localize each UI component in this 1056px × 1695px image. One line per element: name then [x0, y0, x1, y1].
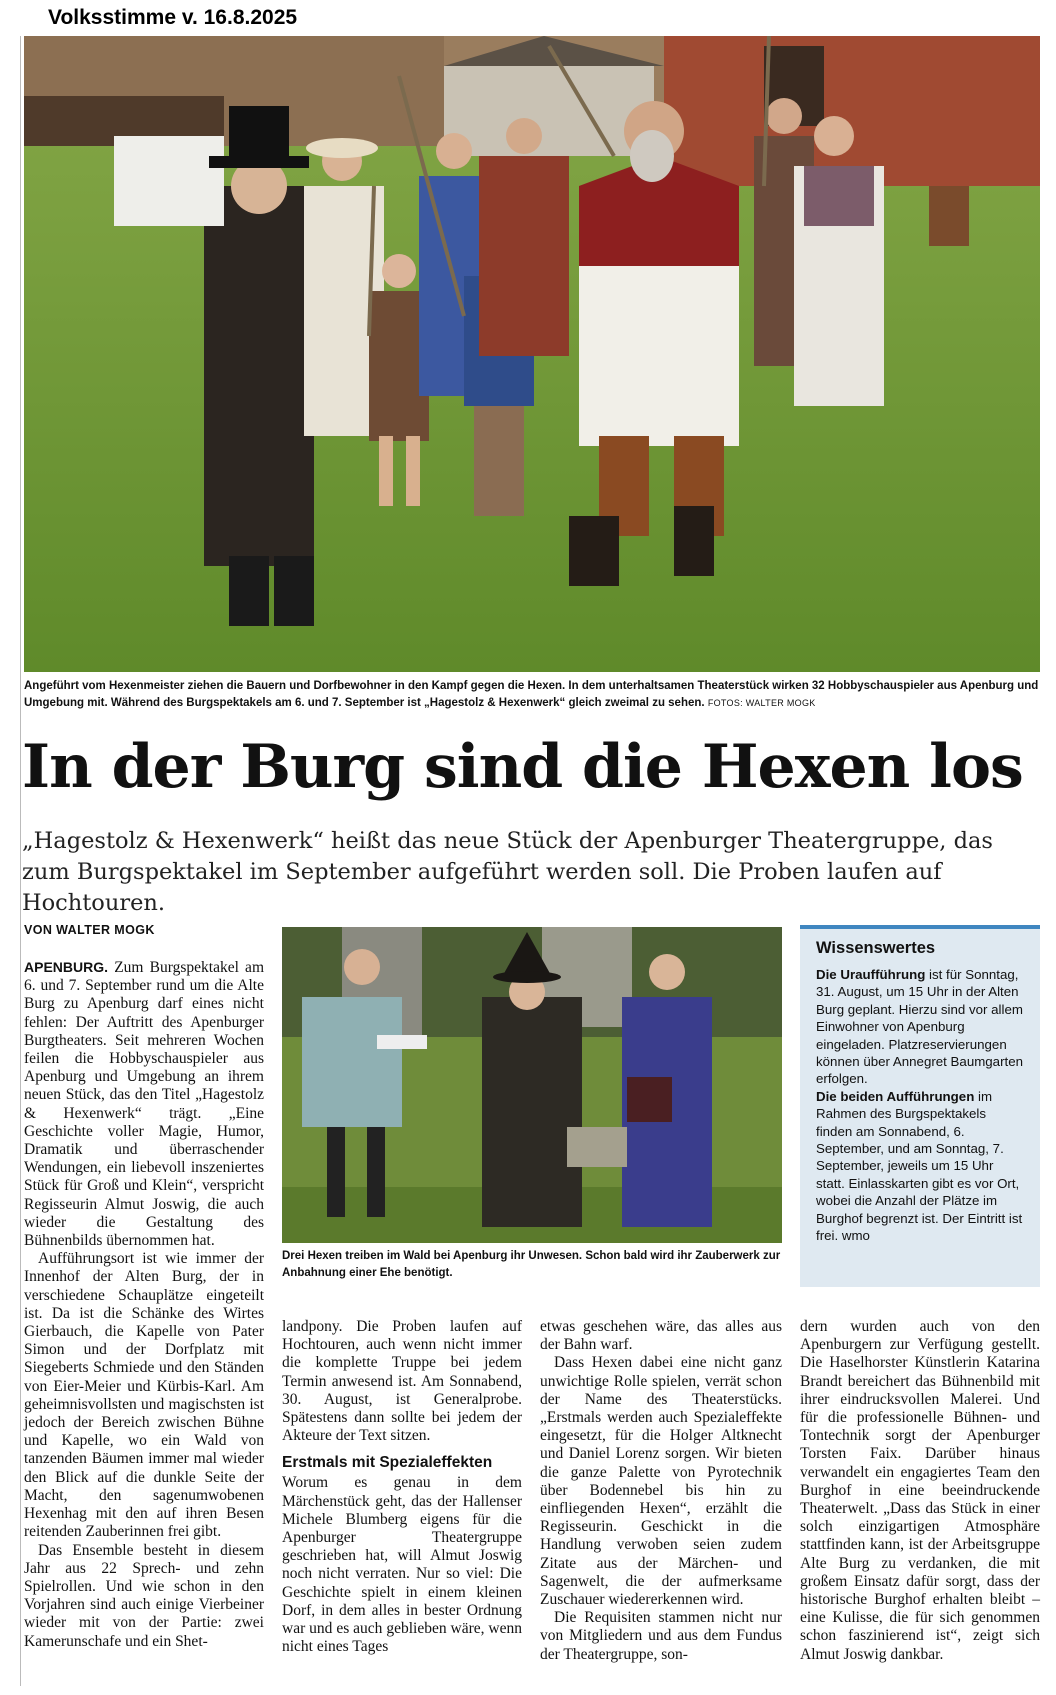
article-paragraph: Die Requisiten stammen nicht nur von Mitgliedern und aus dem Fundus der Theatergruppe, son- — [540, 1609, 782, 1663]
article-paragraph: landpony. Die Proben laufen auf Hochtouren, auch wenn nicht immer die komplette Truppe bei jedem Termin anwesend ist. Am Sonnabend, 30. August, ist Generalprobe. Spätestens dann sollte bei jedem der Akteure der Text sitzen. — [282, 1318, 522, 1445]
main-photo — [24, 36, 1040, 672]
info-box-lead: Die beiden Aufführungen — [816, 1088, 975, 1104]
article-paragraph: Aufführungsort ist wie immer der Innenhof der Alten Burg, der in verschiedene Schauplätze eingeteilt ist. Da ist die Schänke des Wirtes Gierbauch, die Kapelle von Pater Simon und der Dorfplatz mit Siegeberts Schmiede und den Ständen von Eier-Meier und Kürbis-Karl. Am geheimnisvollsten und magischsten ist jedoch der Bereich zwischen Bühne und Kapelle, wo ein Wald von tanzenden Bäumen immer mal wieder den Blick auf die dunkle Seite der Macht, den sagenumwobenen Hexenhag mit den auf ihren Besen reitenden Zauberinnen frei gibt. — [24, 1250, 264, 1541]
headline: In der Burg sind die Hexen los — [22, 732, 1023, 802]
article-paragraph: etwas geschehen wäre, das alles aus der Bahn warf. — [540, 1318, 782, 1354]
article-column-1 — [24, 958, 264, 1651]
info-box-text: ist für Sonntag, 31. August, um 15 Uhr in der Alten Burg geplant. Hierzu sind vor allem Einwohner von Apenburg eingeladen. Platzreservierungen können über Annegret Baumgarten erfolgen. — [816, 967, 1023, 1087]
article-paragraph — [24, 958, 264, 1250]
info-box-paragraph — [816, 966, 1024, 1088]
witches-photo — [282, 927, 782, 1243]
main-photo-caption — [24, 678, 1040, 712]
column-rule — [20, 36, 21, 1686]
info-box-paragraph — [816, 1088, 1024, 1245]
source-label: Volksstimme v. 16.8.2025 — [48, 6, 298, 29]
subheadline: „Hagestolz & Hexenwerk“ heißt das neue Stück der Apenburger Theatergruppe, das zum Burgspektakel im September aufgeführt werden soll. Die Proben laufen auf Hochtouren. — [22, 828, 993, 916]
photo-credit: FOTOS: WALTER MOGK — [707, 698, 816, 708]
article-paragraph: Dass Hexen dabei eine nicht ganz unwichtige Rolle spielen, verrät schon der Name des Theaterstücks. „Erstmals werden auch Spezialeffekte eingesetzt, für die Holger Altknecht und Daniel Lorenz sorgen. Wir bieten die ganze Palette von Pyrotechnik über Bodennebel bis hin zu einfliegenden Hexen“, erzählt die Regisseurin. Geschickt in die Handlung verwoben seien zudem Zitate aus der Märchen- und Sagenwelt, die der aufmerksame Zuschauer wiedererkennen wird. — [540, 1354, 782, 1609]
article-paragraph: dern wurden auch von den Apenburgern zur Verfügung gestellt. Die Haselhorster Künstlerin Katarina Brandt bereichert das Bühnenbild mit ihrer eindrucksvollen Malerei. Und für die professionelle Bühnen- und Tontechnik sorgt der Apenburger Torsten Faix. Darüber hinaus verwandelt ein engagiertes Team den Burghof in eine beeindruckende Theaterwelt. „Dass das Stück in einer solch einzigartigen Atmosphäre stattfinden kann, ist der Arbeitsgruppe Alte Burg zu verdanken, die mit großem Einsatz dafür sorgt, dass der historische Burghof erhalten bleibt – eine Kulisse, die für sich genommen schon faszinierend ist“, zeigt sich Almut Joswig dankbar. — [800, 1318, 1040, 1663]
article-paragraph: Das Ensemble besteht in diesem Jahr aus 22 Sprech- und zehn Spielrollen. Und wie schon in den Vorjahren sind auch einige Vierbeiner wieder mit von der Partie: zwei Kamerunschafe und ein Shet- — [24, 1541, 264, 1650]
witches-photo-caption: Drei Hexen treiben im Wald bei Apenburg ihr Unwesen. Schon bald wird ihr Zauberwerk zur Anbahnung einer Ehe benötigt. — [282, 1250, 781, 1279]
article-column-2 — [282, 1318, 522, 1656]
info-box — [800, 925, 1040, 1287]
info-box-text: im Rahmen des Burgspektakels finden am Sonnabend, 6. September, und am Sonntag, 7. September, jeweils um 15 Uhr statt. Einlasskarten gibt es vor Ort, wobei die Anzahl der Plätze im Burghof begrenzt ist. Der Eintritt ist frei. wmo — [816, 1088, 1023, 1244]
info-box-title: Wissenswertes — [816, 939, 936, 957]
article-paragraph: Worum es genau in dem Märchenstück geht, das der Hallenser Michele Blumberg eigens für die Apenburger Theatergruppe geschrieben hat, will Almut Joswig noch nicht verraten. Nur so viel: Die Geschichte spielt in einem kleinen Dorf, in dem alles in bester Ordnung war und es auch geblieben wäre, wenn nicht eines Tages — [282, 1474, 522, 1656]
main-photo-scene — [24, 36, 1040, 672]
byline: VON WALTER MOGK — [24, 923, 155, 937]
dateline: APENBURG. — [24, 959, 109, 975]
paragraph-text: Zum Burgspektakel am 6. und 7. September rund um die Alte Burg zu Apenburg darf eines nicht fehlen: Der Auftritt des Apenburger Burgtheaters. Seit mehreren Wochen feilen die Hobbyschauspieler aus Apenburg und Umgebung an ihrem neuen Stück, das den Titel „Hagestolz & Hexenwerk“ trägt. „Eine Geschichte voller Magie, Humor, Dramatik und überraschender Wendungen, ein liebevoll inszeniertes Stück für Groß und Klein“, verspricht Regisseurin Almut Joswig, die auch wieder die Gestaltung des Bühnenbilds übernommen hat. — [24, 959, 264, 1250]
article-column-3 — [540, 1318, 782, 1664]
article-column-4 — [800, 1318, 1040, 1664]
main-photo-caption-text: Angeführt vom Hexenmeister ziehen die Bauern und Dorfbewohner in den Kampf gegen die Hexen. In dem unterhaltsamen Theaterstück wirken 32 Hobbyschauspieler aus Apenburg und Umgebung mit. Während des Burgspektakels am 6. und 7. September ist „Hagestolz & Hexenwerk“ gleich zweimal zu sehen. — [24, 680, 1039, 709]
info-box-lead: Die Uraufführung — [816, 967, 926, 982]
article-subheading: Erstmals mit Spezialeffekten — [282, 1454, 493, 1472]
witches-photo-scene — [282, 927, 782, 1243]
